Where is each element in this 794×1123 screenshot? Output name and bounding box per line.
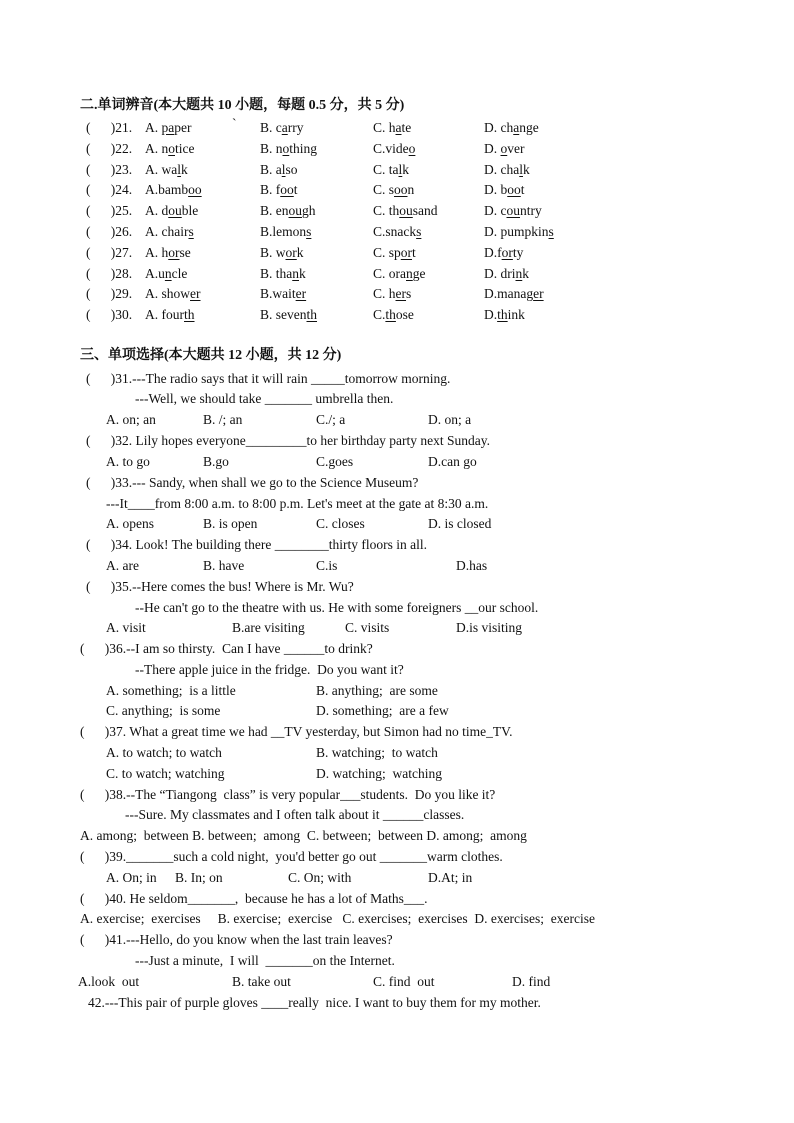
question-number: ( )22. — [86, 140, 136, 156]
question-number: ( )23. — [86, 161, 136, 177]
text-line: C./; a — [316, 412, 346, 427]
question-line: ( )35.--Here comes the bus! Where is Mr. Wu? — [86, 579, 354, 594]
text-line: C. closes — [316, 516, 365, 531]
text-line: A. visit — [106, 620, 146, 635]
text-line: D. something; are a few — [316, 703, 449, 718]
text-line: A. to go — [106, 454, 150, 469]
text-line: D. on; a — [428, 412, 472, 427]
question-number: ( )29. — [86, 286, 133, 302]
text-line: B. take out — [232, 974, 291, 989]
answer-option: A. chairs — [145, 224, 194, 239]
section-3-title: 三、单项选择(本大题共 12 小题，共 12 分) — [80, 348, 342, 363]
question-line: 42.---This pair of purple gloves ____really nice. I want to buy them for my mother. — [88, 995, 541, 1010]
answer-option: B. seventh — [260, 307, 318, 323]
text-line: B. /; an — [203, 412, 243, 427]
question-line: ( )34. Look! The building there ________thirty floors in all. — [86, 537, 427, 552]
question-line: ( )33.--- Sandy, when shall we go to the Science Museum? — [86, 475, 419, 490]
text-line: B. have — [203, 558, 245, 573]
text-line: C. anything; is some — [106, 703, 221, 718]
answer-option: D. chalk — [484, 161, 530, 177]
text-line: C.goes — [316, 454, 354, 469]
answer-option: B. enough — [260, 203, 316, 219]
text-line: A. On; in — [106, 870, 157, 885]
answer-option: D.think — [484, 307, 525, 323]
answer-option: A. horse — [145, 244, 191, 260]
text-line: A. exercise; exercises B. exercise; exercise C. exercises; exercises D. exercises; exercise — [80, 911, 596, 926]
text-line: D.has — [456, 558, 488, 573]
text-line: ---Just a minute, I will _______on the Internet. — [135, 953, 395, 968]
question-line: ( )39._______such a cold night, you'd better go out _______warm clothes. — [80, 849, 503, 864]
text-line: ---It____from 8:00 a.m. to 8:00 p.m. Let's meet at the gate at 8:30 a.m. — [106, 496, 489, 511]
question-number: ( )28. — [86, 265, 133, 281]
answer-option: A.uncle — [145, 265, 188, 281]
question-line: ( )32. Lily hopes everyone_________to her birthday party next Sunday. — [86, 433, 491, 448]
answer-option: A. walk — [145, 161, 188, 177]
text-line: B. watching; to watch — [316, 745, 438, 760]
text-line: ---Well, we should take _______ umbrella then. — [135, 391, 394, 406]
answer-option: B.lemons — [260, 224, 312, 239]
answer-option: A. double — [145, 203, 199, 219]
text-line: C. visits — [345, 620, 390, 635]
answer-option: B. work — [260, 244, 304, 260]
question-line: ( )36.--I am so thirsty. Can I have ______to drink? — [80, 641, 373, 656]
answer-option: C.snacks — [373, 224, 422, 239]
text-line: D.is visiting — [456, 620, 523, 635]
question-line: ( )40. He seldom_______, because he has a lot of Maths___. — [80, 891, 428, 906]
text-line: B.go — [203, 454, 229, 469]
question-number: ( )27. — [86, 244, 133, 260]
text-line: A. on; an — [106, 412, 156, 427]
answer-option: D.manager — [484, 286, 544, 302]
text-line: D. find — [512, 974, 551, 989]
question-number: ( )30. — [86, 307, 133, 323]
answer-option: C. orange — [373, 265, 426, 281]
answer-option: D. drink — [484, 265, 529, 281]
answer-option: C. sport — [373, 244, 416, 260]
question-line: ( )31.---The radio says that it will rain _____tomorrow morning. — [86, 371, 451, 386]
answer-option: B. thank — [260, 265, 306, 281]
answer-option: A. fourth — [145, 307, 195, 323]
question-line: ( )38.--The “Tiangong class” is very popular___students. Do you like it? — [80, 787, 496, 802]
answer-option: C. hate — [373, 120, 412, 135]
text-line: A. opens — [106, 516, 154, 531]
text-line: B. anything; are some — [316, 683, 438, 698]
text-line: D. is closed — [428, 516, 492, 531]
text-line: D.can go — [428, 454, 477, 469]
answer-option: D. change — [484, 120, 539, 135]
answer-option: C. talk — [373, 161, 410, 177]
text-line: A. to watch; to watch — [106, 745, 222, 760]
answer-option: A. notice — [145, 140, 195, 156]
answer-option: A. paper — [145, 120, 192, 135]
answer-option: C. hers — [373, 286, 412, 302]
text-line: A. among; between B. between; among C. between; between D. among; among — [80, 828, 527, 843]
section-2-title: 二.单词辨音(本大题共 10 小题，每题 0.5 分，共 5 分) — [80, 98, 405, 113]
answer-option: C.video — [373, 140, 416, 156]
text-line: A.look out — [78, 974, 140, 989]
text-line: C. to watch; watching — [106, 766, 225, 781]
text-line: --He can't go to the theatre with us. He with some foreigners __our school. — [135, 600, 539, 615]
text-line: ---Sure. My classmates and I often talk about it ______classes. — [125, 807, 465, 822]
answer-option: B. also — [260, 161, 298, 177]
answer-option: B. foot — [260, 182, 298, 198]
answer-option: D.forty — [484, 244, 524, 260]
text-line: D. watching; watching — [316, 766, 442, 781]
question-number: ( )24. — [86, 182, 133, 198]
text-line: C. find out — [373, 974, 435, 989]
answer-option: C. thousand — [373, 203, 438, 219]
answer-option: C. soon — [373, 182, 415, 198]
text-line: B.are visiting — [232, 620, 305, 635]
text-line: D.At; in — [428, 870, 473, 885]
answer-option: C.those — [373, 307, 414, 323]
text-line: C.is — [316, 558, 338, 573]
answer-option: B. nothing — [260, 140, 318, 156]
answer-option: B. carry — [260, 120, 304, 135]
text-line: C. On; with — [288, 870, 352, 885]
answer-option: D. pumpkins — [484, 224, 554, 239]
text-line: A. are — [106, 558, 139, 573]
question-number: ( )25. — [86, 203, 133, 219]
answer-option: D. country — [484, 203, 542, 219]
answer-option: A.bamboo — [145, 182, 202, 198]
text-line: A. something; is a little — [106, 683, 236, 698]
question-line: ( )41.---Hello, do you know when the last train leaves? — [80, 932, 393, 947]
answer-option: B.waiter — [260, 286, 307, 302]
question-number: ( )21. — [86, 120, 133, 135]
question-number: ( )26. — [86, 224, 133, 239]
stray-mark: ` — [232, 116, 237, 131]
answer-option: A. shower — [145, 286, 201, 302]
answer-option: D. boot — [484, 182, 525, 198]
text-line: --There apple juice in the fridge. Do you want it? — [135, 662, 404, 677]
text-line: B. In; on — [175, 870, 223, 885]
question-line: ( )37. What a great time we had __TV yesterday, but Simon had no time_TV. — [80, 724, 513, 739]
text-line: B. is open — [203, 516, 258, 531]
answer-option: D. over — [484, 140, 525, 156]
